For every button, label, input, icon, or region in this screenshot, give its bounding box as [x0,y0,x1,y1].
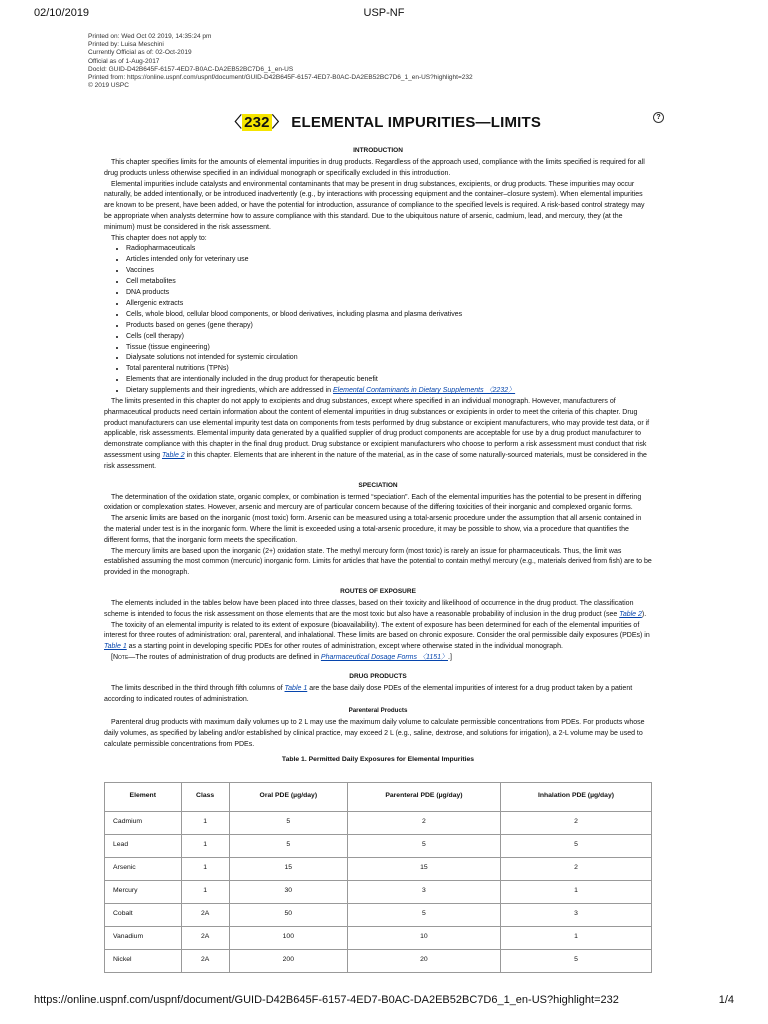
list-item: • DNA products [126,288,652,299]
intro-paragraph: Elemental impurities include catalysts and environmental contaminants that may be present in drug substances, excipients, or drug products. These impurities may occur naturally, be added intentionally, or be introduced inadvertently (e.g., by interactions with processing equipment and the container–closure system). When elemental impurities are known to be present, have been added, or have the potential for introduction, assurance of compliance to the specified levels is required. A risk-based control strategy may be appropriate when analysts determine how to assure compliance with this standard. Due to the ubiquitous nature of arsenic, cadmium, lead, and mercury, they (at the minimum) must be considered in the risk assessment. [104,180,645,231]
table-cell: 1 [500,926,651,949]
table-cell: 3 [500,903,651,926]
table-row [105,880,652,903]
link-dietary-supplements[interactable]: Elemental Contaminants in Dietary Supplements 〈2232〉 [333,387,516,395]
table-row [105,949,652,972]
speciation-paragraph: The determination of the oxidation state, organic complex, or combination is termed “speciation”. Each of the elemental impurities has the potential to be present in differing oxidation or complexation states. However, arsenic and mercury are of particular concern because of the differing toxicities of their inorganic and complexed organic forms. [104,493,642,512]
table-cell: 5 [500,949,651,972]
exclusion-list [104,244,652,397]
pde-table [104,782,652,973]
list-item: • Cell metabolites [126,277,652,288]
list-item: • Products based on genes (gene therapy) [126,321,652,332]
title-bracket-close: 〉 [271,114,287,131]
help-icon[interactable]: ? [653,112,664,123]
section-heading-introduction: INTRODUCTION [353,147,403,154]
table-cell: 1 [181,880,229,903]
table-cell: 15 [229,857,347,880]
list-item: • Articles intended only for veterinary use [126,255,652,266]
section-heading-drug-products: DRUG PRODUCTS [349,672,407,680]
print-date: 02/10/2019 [34,7,90,19]
table-cell: 5 [229,834,347,857]
list-item: • Allergenic extracts [126,299,652,310]
table-cell: 2A [181,949,229,972]
column-header: Oral PDE (µg/day) [229,782,347,811]
table-cell: 200 [229,949,347,972]
column-header: Inhalation PDE (µg/day) [500,782,651,811]
list-item: • Vaccines [126,266,652,277]
link-table-2[interactable]: Table 2 [161,452,185,460]
list-item: • Dialysate solutions not intended for systemic circulation [126,353,652,364]
routes-paragraph: The toxicity of an elemental impurity is related to its extent of exposure (bioavailability). The extent of exposure has been determined for each of the elemental impurities of interest for three routes of administration: oral, parenteral, and inhalational. These limits are based on chronic exposure. Consider the oral permissible daily exposures (PDEs) in Table 1 as a starting point in developing specific PDEs for other routes of administration, except where otherwise stated in the individual monograph. [104,621,650,651]
list-item: • Dietary supplements and their ingredients, which are addressed in Elemental Contaminants in Dietary Supplements 〈2232〉 [126,386,652,397]
table-cell: 5 [500,834,651,857]
table-cell: 15 [347,857,500,880]
link-table-1[interactable]: Table 1 [284,684,308,692]
table-row [105,811,652,834]
table-cell: 1 [500,880,651,903]
list-item: • Tissue (tissue engineering) [126,343,652,354]
print-url: https://online.uspnf.com/uspnf/document/GUID-D42B645F-6157-4ED7-B0AC-DA2EB52BC7D6_1_en-US?highlight=232 [34,994,619,1006]
table-cell: Cadmium [105,811,182,834]
table-cell: 3 [347,880,500,903]
meta-line: Printed from: https://online.uspnf.com/uspnf/document/GUID-D42B645F-6157-4ED7-B0AC-DA2EB52BC7D6_1_en-US?highlight=232 [88,74,473,82]
link-table-2[interactable]: Table 2 [619,610,642,618]
routes-note: [Note—The routes of administration of drug products are defined in Pharmaceutical Dosage Forms 〈1151〉.] [111,654,452,661]
table-row [105,857,652,880]
speciation-paragraph: The arsenic limits are based on the inorganic (most toxic) form. Arsenic can be measured using a total-arsenic procedure under the assumption that all arsenic contained in the material under test is in the inorganic form. Where the limit is exceeded using a total-arsenic procedure, it may be possible to show, via a procedure that quantifies the different forms, that the inorganic form meets the specification. [104,515,642,544]
meta-line: Currently Official as of: 02-Oct-2019 [88,49,192,57]
table-cell: 10 [347,926,500,949]
parenteral-paragraph: Parenteral drug products with maximum daily volumes up to 2 L may use the maximum daily volume to calculate permissible concentrations from PDEs. For products whose daily volumes, as specified by labeling and/or established by clinical practice, may exceed 2 L (e.g., saline, dextrose, and solutions for irrigation), a 2-L volume may be used to calculate permissible concentrations from PDEs. [104,719,645,748]
column-header: Parenteral PDE (µg/day) [347,782,500,811]
routes-paragraph: The elements included in the tables below have been placed into three classes, based on their toxicity and likelihood of occurrence in the drug product. The classification scheme is intended to focus the risk assessment on those elements that are the most toxic but also have a reasonable probability of inclusion in the drug product (see Table 2). [104,600,647,618]
list-item: • Cells, whole blood, cellular blood components, or blood derivatives, including plasma and plasma derivatives [126,310,652,321]
table-cell: 20 [347,949,500,972]
intro-paragraph: The limits presented in this chapter do not apply to excipients and drug substances, except where specified in an individual monograph. However, manufacturers of pharmaceutical products need certain information about the content of elemental impurities in drug substances or excipients in order to meet the criteria of this chapter. Drug product manufacturers can use elemental impurity test data on components from tests performed by drug substance or excipient manufacturers, who may provide test data, or if applicable, risk assessments. Elemental impurity data generated by a qualified supplier of drug product components are acceptable for use by a drug product manufacturer to demonstrate compliance with this chapter in the final drug product. Drug substance or excipient manufacturers who choose to perform a risk assessment must conduct that risk assessment using Table 2 in this chapter. Elements that are inherent in the nature of the material, as in the case of some naturally-sourced materials, must be considered in the risk assessment. [104,398,650,470]
intro-paragraph: This chapter specifies limits for the amounts of elemental impurities in drug products. Regardless of the approach used, compliance with the limits specified is required for all drug products unless otherwise specified in an individual monograph or specifically excluded in this introduction. [104,159,645,177]
table-cell: 1 [181,811,229,834]
table-cell: 2A [181,926,229,949]
table-row [105,926,652,949]
section-heading-speciation: SPECIATION [358,481,398,489]
table-cell: Vanadium [105,926,182,949]
table-cell: 2 [347,811,500,834]
table-cell: 5 [347,903,500,926]
table-caption: Table 1. Permitted Daily Exposures for Elemental Impurities [281,755,475,763]
table-header-row [105,782,652,811]
meta-line: Printed by: Luisa Meschini [88,41,164,49]
browser-print-header [0,7,768,21]
list-item: • Total parenteral nutritions (TPNs) [126,364,652,375]
table-cell: 100 [229,926,347,949]
section-heading-routes: ROUTES OF EXPOSURE [340,588,416,596]
list-item: • Radiopharmaceuticals [126,244,652,255]
table-cell: 1 [181,834,229,857]
table-row [105,903,652,926]
title-text: ELEMENTAL IMPURITIES—LIMITS [286,114,542,131]
table-cell: Arsenic [105,857,182,880]
table-cell: 2 [500,857,651,880]
table-row [105,834,652,857]
column-header: Class [181,782,229,811]
drug-products-paragraph: The limits described in the third through fifth columns of Table 1 are the base daily dose PDEs of the elemental impurities of interest for a drug product taken by a patient according to indicated routes of administration. [104,684,633,703]
table-cell: Nickel [105,949,182,972]
list-item: • Cells (cell therapy) [126,332,652,343]
table-cell: 5 [229,811,347,834]
table-cell: Mercury [105,880,182,903]
table-cell: 5 [347,834,500,857]
column-header: Element [105,782,182,811]
link-table-1[interactable]: Table 1 [104,643,127,651]
meta-line: Official as of 1-Aug-2017 [88,57,160,65]
table-cell: 1 [181,857,229,880]
table-cell: 50 [229,903,347,926]
table-cell: Cobalt [105,903,182,926]
print-metadata [88,33,473,90]
print-page-number: 1/4 [718,994,734,1006]
table-cell: Lead [105,834,182,857]
link-dosage-forms[interactable]: Pharmaceutical Dosage Forms 〈1151〉 [320,654,448,661]
speciation-paragraph: The mercury limits are based upon the inorganic (2+) oxidation state. The methyl mercury form (most toxic) is rarely an issue for pharmaceuticals. Thus, the limit was established assuming the most common (mercuric) inorganic form. Limits for articles that have the potential to contain methyl mercury (e.g., materials derived from fish) are to be provided in the monograph. [104,547,652,577]
intro-paragraph: This chapter does not apply to: [111,234,207,242]
title-bracket-open: 〈 [226,114,243,131]
table-cell: 2 [500,811,651,834]
meta-line: Printed on: Wed Oct 02 2019, 14:35:24 pm [88,33,212,40]
document-body [104,143,652,973]
meta-line: © 2019 USPC [88,82,129,90]
print-page-title: USP-NF [363,7,405,19]
table-cell: 2A [181,903,229,926]
table-cell: 30 [229,880,347,903]
subsection-heading-parenteral: Parenteral Products [348,707,408,715]
meta-line: DocId: GUID-D42B645F-6157-4ED7-B0AC-DA2EB52BC7D6_1_en-US [88,65,294,73]
list-item: • Elements that are intentionally included in the drug product for therapeutic benefit [126,375,652,386]
title-chapter-number: 232 [244,114,270,131]
